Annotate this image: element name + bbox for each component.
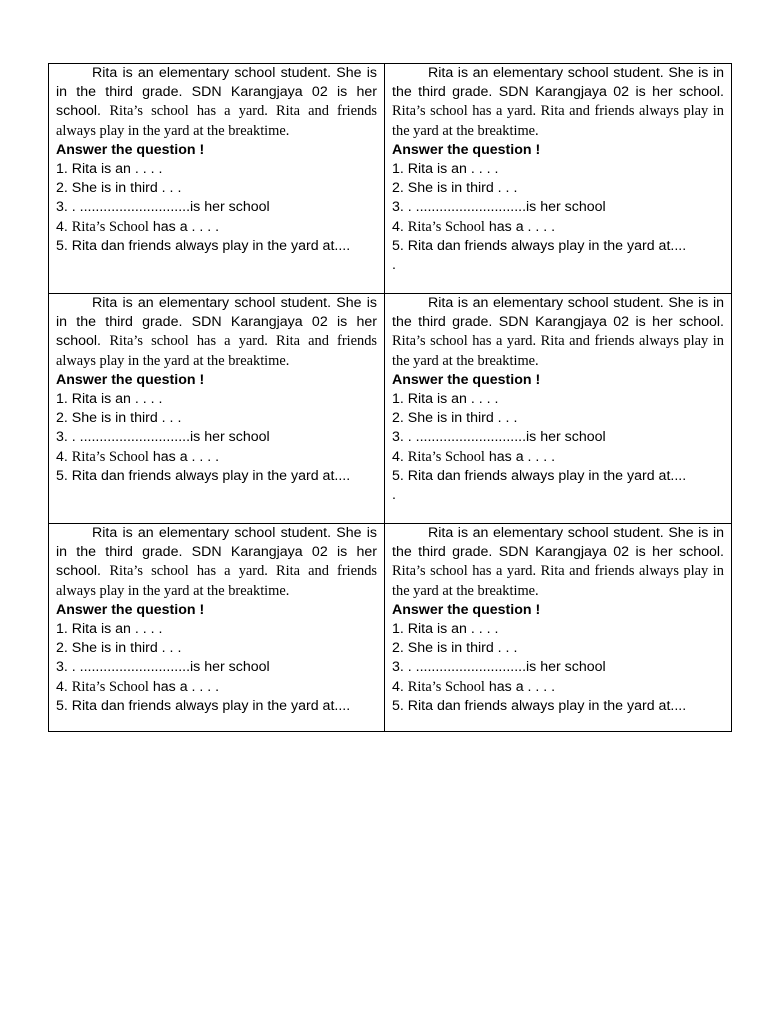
question-5: 5. Rita dan friends always play in the yard at.... bbox=[392, 467, 687, 484]
question-4-serif-text: Rita’s School bbox=[71, 448, 149, 465]
passage-sentence: She is in the third grade. SDN Karangjaya 02 is her school. bbox=[392, 65, 725, 101]
question-4 bbox=[56, 448, 377, 467]
question-2: 2. She is in third . . . bbox=[56, 180, 182, 197]
question-5: 5. Rita dan friends always play in the yard at.... bbox=[392, 697, 687, 714]
question-3: 3. . ............................is her school bbox=[392, 659, 606, 676]
question-heading: Answer the question ! bbox=[56, 371, 205, 388]
question-heading: Answer the question ! bbox=[392, 601, 541, 618]
question-4-blank: has a . . . . bbox=[148, 218, 220, 235]
question-1: 1. Rita is an . . . . bbox=[392, 621, 499, 638]
question-5-continuation: . bbox=[392, 487, 396, 504]
question-5: 5. Rita dan friends always play in the yard at.... bbox=[56, 467, 351, 484]
question-4-blank: has a . . . . bbox=[484, 448, 556, 465]
question-1: 1. Rita is an . . . . bbox=[56, 391, 163, 408]
question-4-serif-text: Rita’s School bbox=[71, 218, 149, 235]
question-4-blank: has a . . . . bbox=[148, 678, 220, 695]
question-4-serif-text: Rita’s School bbox=[407, 678, 485, 695]
question-4-blank: has a . . . . bbox=[484, 218, 556, 235]
reading-passage bbox=[392, 524, 724, 601]
question-5: 5. Rita dan friends always play in the yard at.... bbox=[56, 237, 351, 254]
exercise-card bbox=[385, 524, 731, 731]
question-1: 1. Rita is an . . . . bbox=[392, 391, 499, 408]
question-4-number: 4. bbox=[392, 448, 408, 465]
question-4-serif-text: Rita’s School bbox=[407, 448, 485, 465]
question-3: 3. . ............................is her school bbox=[56, 659, 270, 676]
question-3: 3. . ............................is her school bbox=[56, 199, 270, 216]
question-4-number: 4. bbox=[392, 678, 408, 695]
question-4-number: 4. bbox=[56, 448, 72, 465]
question-2: 2. She is in third . . . bbox=[56, 410, 182, 427]
passage-sentence: She is in the third grade. SDN Karangjaya 02 is her school. bbox=[56, 65, 377, 120]
question-heading: Answer the question ! bbox=[56, 601, 205, 618]
question-4-blank: has a . . . . bbox=[148, 448, 220, 465]
question-4-serif-text: Rita’s School bbox=[71, 678, 149, 695]
passage-serif-text: Rita’s school has a yard. Rita and friends always play in the yard at the breaktime. bbox=[392, 563, 724, 599]
question-4-serif-text: Rita’s School bbox=[407, 218, 485, 235]
question-5: 5. Rita dan friends always play in the yard at.... bbox=[56, 697, 351, 714]
question-heading: Answer the question ! bbox=[56, 141, 205, 158]
question-4-number: 4. bbox=[392, 218, 408, 235]
reading-passage bbox=[56, 294, 377, 371]
question-4 bbox=[56, 678, 377, 697]
question-4 bbox=[392, 218, 724, 237]
passage-serif-text: Rita’s school has a yard. Rita and friends always play in the yard at the breaktime. bbox=[392, 333, 724, 369]
question-5: 5. Rita dan friends always play in the yard at.... bbox=[392, 237, 687, 254]
exercise-card bbox=[385, 294, 731, 524]
exercise-card bbox=[385, 64, 731, 294]
question-5-continuation: . bbox=[392, 257, 396, 274]
passage-sentence: She is in the third grade. SDN Karangjaya 02 is her school. bbox=[56, 295, 377, 350]
question-3: 3. . ............................is her school bbox=[392, 429, 606, 446]
question-3: 3. . ............................is her school bbox=[56, 429, 270, 446]
passage-serif-text: Rita’s school has a yard. Rita and friends always play in the yard at the breaktime. bbox=[392, 103, 724, 139]
exercise-card bbox=[49, 524, 385, 731]
exercise-card bbox=[49, 64, 385, 294]
reading-passage bbox=[56, 524, 377, 601]
question-4 bbox=[392, 678, 724, 697]
reading-passage bbox=[392, 64, 724, 141]
passage-serif-text: Rita’s school has a yard. Rita and friends always play in the yard at the breaktime. bbox=[56, 103, 377, 139]
question-4-blank: has a . . . . bbox=[484, 678, 556, 695]
question-2: 2. She is in third . . . bbox=[392, 640, 518, 657]
question-4 bbox=[56, 218, 377, 237]
reading-passage bbox=[392, 294, 724, 371]
passage-sentence: Rita is an elementary school student. bbox=[92, 65, 332, 81]
passage-sentence: Rita is an elementary school student. bbox=[92, 525, 332, 541]
question-1: 1. Rita is an . . . . bbox=[392, 161, 499, 178]
worksheet-table bbox=[48, 63, 732, 732]
passage-sentence: She is in the third grade. SDN Karangjaya 02 is her school. bbox=[392, 295, 725, 331]
question-2: 2. She is in third . . . bbox=[392, 410, 518, 427]
question-1: 1. Rita is an . . . . bbox=[56, 161, 163, 178]
passage-serif-text: Rita’s school has a yard. Rita and friends always play in the yard at the breaktime. bbox=[56, 333, 377, 369]
question-4-number: 4. bbox=[56, 218, 72, 235]
question-4 bbox=[392, 448, 724, 467]
passage-sentence: She is in the third grade. SDN Karangjaya 02 is her school. bbox=[56, 525, 377, 580]
passage-sentence: Rita is an elementary school student. bbox=[92, 295, 332, 311]
question-2: 2. She is in third . . . bbox=[56, 640, 182, 657]
passage-sentence: She is in the third grade. SDN Karangjaya 02 is her school. bbox=[392, 525, 725, 561]
question-3: 3. . ............................is her school bbox=[392, 199, 606, 216]
reading-passage bbox=[56, 64, 377, 141]
question-1: 1. Rita is an . . . . bbox=[56, 621, 163, 638]
passage-serif-text: Rita’s school has a yard. Rita and friends always play in the yard at the breaktime. bbox=[56, 563, 377, 599]
question-heading: Answer the question ! bbox=[392, 141, 541, 158]
passage-sentence: Rita is an elementary school student. bbox=[428, 295, 664, 311]
question-heading: Answer the question ! bbox=[392, 371, 541, 388]
question-4-number: 4. bbox=[56, 678, 72, 695]
exercise-card bbox=[49, 294, 385, 524]
question-2: 2. She is in third . . . bbox=[392, 180, 518, 197]
passage-sentence: Rita is an elementary school student. bbox=[428, 525, 664, 541]
passage-sentence: Rita is an elementary school student. bbox=[428, 65, 664, 81]
